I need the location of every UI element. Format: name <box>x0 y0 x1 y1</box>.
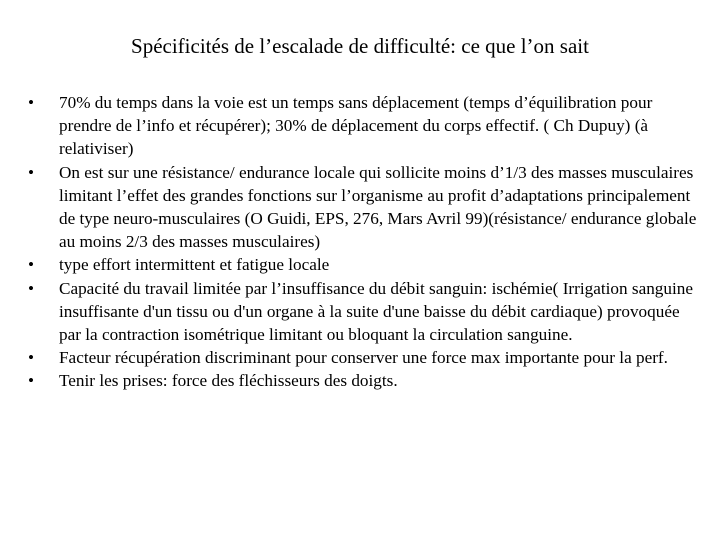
bullet-text: Facteur récupération discriminant pour conserver une force max importante pour la perf. <box>59 348 668 368</box>
bullet-text: 70% du temps dans la voie est un temps sans déplacement (temps d’équilibration pour prendre de l’info et récupérer); 30% de déplacement du corps effectif. ( Ch Dupuy) (à relativiser) <box>59 93 653 159</box>
bullet-dot-icon: • <box>28 371 35 391</box>
bullet-dot-icon: • <box>28 162 35 182</box>
bullet-item-6 <box>28 369 700 392</box>
bullet-dot-icon: • <box>28 93 35 112</box>
bullet-list <box>28 91 700 393</box>
bullet-item-5 <box>28 346 700 369</box>
bullet-text: type effort intermittent et fatigue locale <box>59 255 330 275</box>
bullet-item-3 <box>28 253 700 276</box>
bullet-dot-icon: • <box>28 348 35 368</box>
bullet-text: Capacité du travail limitée par l’insuffisance du débit sanguin: ischémie( Irrigation sanguine insuffisante d'un tissu ou d'un organe à la suite d'une baisse du débit cardiaque) provoquée par la contraction isométrique limitant ou bloquant la circulation sanguine. <box>59 278 693 345</box>
bullet-text: Tenir les prises: force des fléchisseurs des doigts. <box>59 371 398 391</box>
bullet-item-4 <box>28 277 700 347</box>
bullet-dot-icon: • <box>28 255 35 275</box>
slide-title: Spécificités de l’escalade de difficulté: ce que l’on sait <box>131 34 589 58</box>
bullet-text: On est sur une résistance/ endurance locale qui sollicite moins d’1/3 des masses musculaires limitant l’effet des grandes fonctions sur l’organisme au profit d’adaptations principalement de type neuro-musculaires (O Guidi, EPS, 276, Mars Avril 99)(résistance/ endurance globale au moins 2/3 des masses musculaires) <box>59 162 697 252</box>
bullet-dot-icon: • <box>28 278 35 298</box>
bullet-item-1 <box>28 91 700 161</box>
bullet-item-2 <box>28 161 700 254</box>
